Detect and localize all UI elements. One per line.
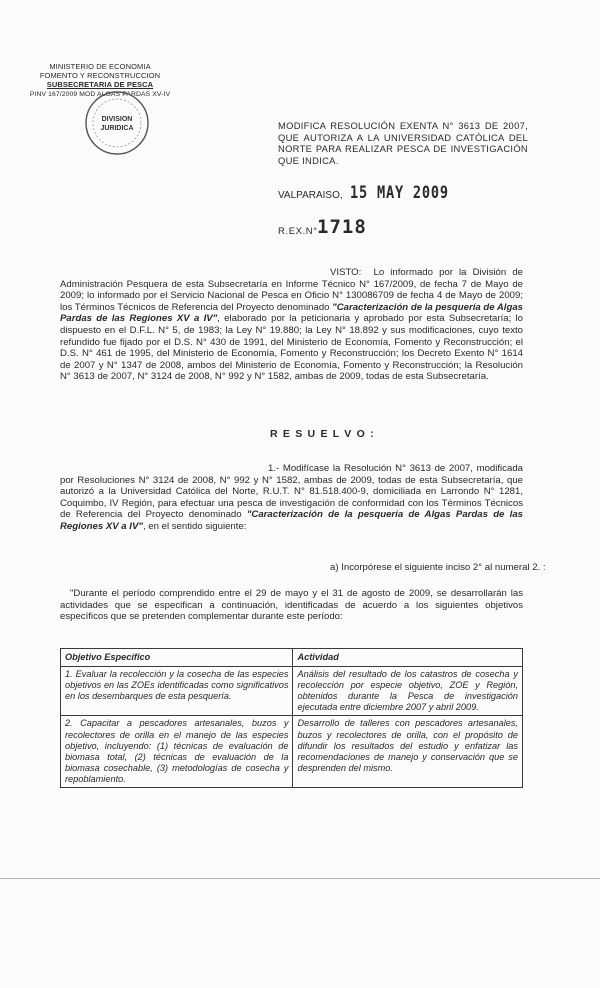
article-1-project-name: "Caracterización de la pesquería de Algas Pardas de las Regiones XV a IV"	[60, 509, 523, 532]
objectives-table	[60, 648, 523, 788]
objective-cell: 1. Evaluar la recolección y la cosecha de las especies objetivos en las ZOEs identificadas como significativos en los desembarques de esta pesquería.	[61, 667, 293, 716]
item-a: a) Incorpórese el siguiente inciso 2° al numeral 2. :	[330, 562, 546, 573]
activity-cell: Análisis del resultado de los catastros de cosecha y recolección por especie objetivo, ZOE y Región, obtenidos durante la Pesca de investigación ejecutada entre diciembre 2007 y abril 2009.	[293, 667, 523, 716]
inserted-clause: "Durante el período comprendido entre el 29 de mayo y el 31 de agosto de 2009, se desarrollarán las actividades que se especifican a continuación, identificadas de acuerdo a los siguientes objetivos específicos que se pretenden complementar durante este período:	[60, 588, 523, 623]
resolution-subject: MODIFICA RESOLUCIÓN EXENTA N° 3613 DE 2007, QUE AUTORIZA A LA UNIVERSIDAD CATÓLICA DEL NORTE PARA REALIZAR PESCA DE INVESTIGACIÓN QUE INDICA.	[278, 120, 528, 166]
visto-paragraph	[60, 267, 523, 383]
rex-number: 1718	[317, 216, 367, 238]
table-row	[61, 716, 523, 788]
visto-text-1: Lo informado por la División de Administración Pesquera de esta Subsecretaría en Informe Técnico N° 167/2009, de fecha 7 de Mayo de 2009; lo informado por el Servicio Nacional de Pesca en Oficio N° 130086709 de fecha 4 de Mayo de 2009; los Términos Técnicos de Referencia del Proyecto denominado	[60, 267, 523, 313]
date-stamp: 15 MAY 2009	[350, 183, 449, 203]
resuelvo-heading: R E S U E L V O :	[270, 428, 375, 440]
scan-edge-line	[0, 878, 600, 879]
table-header-row	[61, 649, 523, 667]
objective-cell: 2. Capacitar a pescadores artesanales, buzos y recolectores de orilla en el manejo de las especies objetivo, incluyendo: (1) técnicas de evaluación de biomasa total, (2) técnicas de evaluación de la biomasa cosechable, (3) metodologías de cosecha y repoblamiento.	[61, 716, 293, 788]
header-objetivo: Objetivo Específico	[61, 649, 293, 667]
division-stamp	[82, 88, 152, 158]
header-actividad: Actividad	[293, 649, 523, 667]
ministry-subtitle: FOMENTO Y RECONSTRUCCION	[39, 71, 161, 80]
svg-text:JURIDICA: JURIDICA	[100, 125, 134, 132]
article-1-text-1: 1.- Modifícase la Resolución N° 3613 de 2007, modificada por Resoluciones N° 3124 de 2008, N° 992 y N° 1582, ambas de 2009, todas de esta Subsecretaría, que autorizó a la Universidad Católica del Norte, R.U.T. N° 81.518.400-9, domiciliada en Larrondo N° 1281, Coquimbo, IV Región, para efectuar una pesca de investigación de conformidad con los Términos Técnicos de Referencia del Proyecto denominado	[60, 463, 523, 521]
subsecretaria-name: SUBSECRETARIA DE PESCA	[46, 80, 154, 89]
table-row	[61, 667, 523, 716]
document-reference: PINV 167/2009 MOD ALGAS PARDAS XV-IV	[29, 91, 171, 98]
visto-text-2: , elaborado por la peticionaria y aprobado por esta Subsecretaría; lo dispuesto en el D.F.L. N° 5, de 1983; la Ley N° 19.880; la Ley N° 18.892 y sus modificaciones, cuyo texto refundido fue fijado por el D.S. N° 430 de 1991, del Ministerio de Economía, Fomento y Reconstrucción; el D.S. N° 461 de 1995, del Ministerio de Economía, Fomento y Reconstrucción; los Decreto Exento N° 1614 de 2007 y N° 1347 de 2008, ambos del Ministerio de Economía, Fomento y Reconstrucción; la Resolución N° 3613 de 2007, N° 3124 de 2008, N° 992 y N° 1582, ambas de 2009, todas de esta Subsecretaría.	[60, 313, 524, 383]
rex-label: R.EX.N°	[278, 226, 318, 237]
activity-cell: Desarrollo de talleres con pescadores artesanales, buzos y recolectores de orilla, con el propósito de difundir los resultados del estudio y enfatizar las recomendaciones de manejo y conservación que se desprenden del mismo.	[293, 716, 523, 788]
visto-project-name: "Caracterización de la pesquería de Algas Pardas de las Regiones XV a IV"	[60, 301, 523, 325]
ministry-name: MINISTERIO DE ECONOMIA	[49, 62, 151, 71]
place-label: VALPARAISO,	[278, 190, 343, 201]
svg-text:DIVISION: DIVISION	[101, 116, 133, 123]
visto-label: VISTO:	[330, 267, 362, 278]
resolution-article-1	[60, 463, 523, 533]
article-1-text-2: , en el sentido siguiente:	[142, 520, 247, 532]
